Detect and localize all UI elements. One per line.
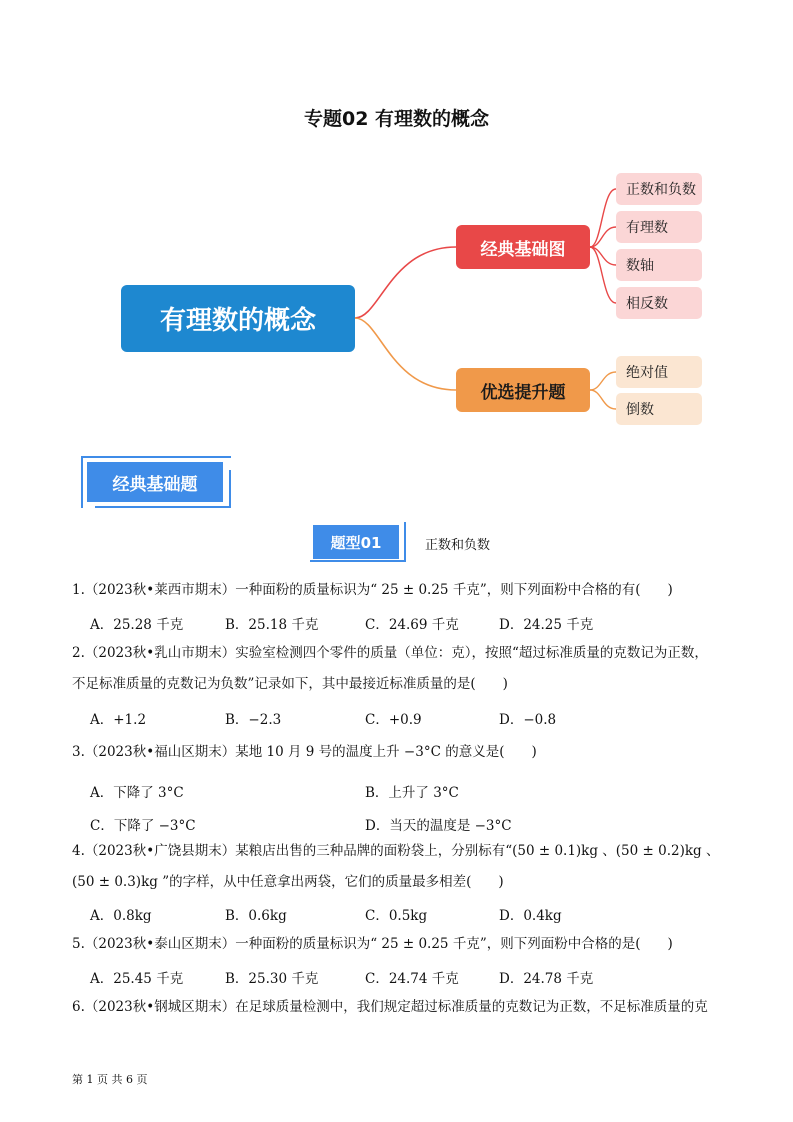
- page-title: 专题02 有理数的概念: [303, 108, 490, 130]
- question-stem: 1.（2023秋•莱西市期末）一种面粉的质量标识为“ 25 ± 0.25 千克”，则下列面粉中合格的有( ): [72, 582, 673, 598]
- mindmap-leaf: 正数和负数: [616, 173, 702, 205]
- option: D．24.78 千克: [499, 971, 594, 987]
- mindmap-leaf: 数轴: [616, 249, 702, 281]
- mindmap-leaf: 有理数: [616, 211, 702, 243]
- question-stem: 3.（2023秋•福山区期末）某地 10 月 9 号的温度上升 −3°C 的意义是( ): [72, 744, 537, 760]
- option: A．+1.2: [90, 712, 147, 728]
- section-badge: 经典基础题: [87, 462, 223, 502]
- mindmap-root: 有理数的概念: [121, 285, 355, 352]
- type-title: 正数和负数: [425, 538, 491, 553]
- option: A．下降了 3°C: [90, 785, 184, 801]
- option: D．0.4kg: [499, 908, 562, 924]
- option: B．25.30 千克: [225, 971, 319, 987]
- option: B．0.6kg: [225, 908, 287, 924]
- option: C．下降了 −3°C: [90, 818, 196, 834]
- option: D．−0.8: [499, 712, 557, 728]
- option: B．25.18 千克: [225, 617, 319, 633]
- type-badge: 题型01: [313, 525, 399, 559]
- option: D．24.25 千克: [499, 617, 594, 633]
- option: B．上升了 3°C: [365, 785, 459, 801]
- option: A．25.28 千克: [90, 617, 184, 633]
- page-footer: 第 1 页 共 6 页: [72, 1073, 148, 1086]
- mindmap-branch-advanced: 优选提升题: [456, 368, 590, 412]
- mindmap-branch-basic: 经典基础图: [456, 225, 590, 269]
- option: C．+0.9: [365, 712, 422, 728]
- option: D．当天的温度是 −3°C: [365, 818, 512, 834]
- question-stem: 2.（2023秋•乳山市期末）实验室检测四个零件的质量（单位：克），按照“超过标准质量的克数记为正数，: [72, 645, 708, 661]
- question-stem-cont: 不足标准质量的克数记为负数”记录如下，其中最接近标准质量的是( ): [72, 676, 508, 692]
- question-stem: 6.（2023秋•钢城区期末）在足球质量检测中，我们规定超过标准质量的克数记为正数，不足标准质量的克: [72, 999, 708, 1015]
- option: A．25.45 千克: [90, 971, 184, 987]
- option: C．24.69 千克: [365, 617, 459, 633]
- mindmap-leaf: 绝对值: [616, 356, 702, 388]
- question-stem: 5.（2023秋•泰山区期末）一种面粉的质量标识为“ 25 ± 0.25 千克”，则下列面粉中合格的是( ): [72, 936, 673, 952]
- question-stem: 4.（2023秋•广饶县期末）某粮店出售的三种品牌的面粉袋上，分别标有“(50 ± 0.1)kg 、(50 ± 0.2)kg 、: [72, 843, 720, 859]
- option: A．0.8kg: [90, 908, 152, 924]
- option: C．0.5kg: [365, 908, 428, 924]
- question-stem-cont: (50 ± 0.3)kg ”的字样，从中任意拿出两袋，它们的质量最多相差( ): [72, 874, 504, 890]
- option: B．−2.3: [225, 712, 282, 728]
- option: C．24.74 千克: [365, 971, 459, 987]
- mindmap-leaf: 相反数: [616, 287, 702, 319]
- mindmap-leaf: 倒数: [616, 393, 702, 425]
